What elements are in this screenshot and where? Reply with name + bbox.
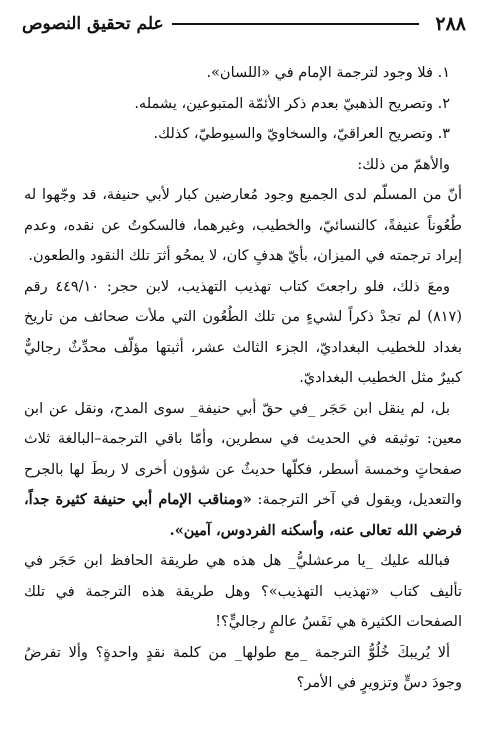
paragraph <box>24 394 462 547</box>
list-item: ٢. وتصريح الذهبيّ بعدم ذكر الأئمّة المتبوعين، يشمله. <box>134 95 450 112</box>
header-rule <box>172 23 420 25</box>
paragraph-text: بل، لم ينقل ابن حَجَر _في حقّ أبي حنيفة_ سوى المدح، ونقل عن ابن معين: توثيقه في الحديث في سطرين، وأمّا باقي الترجمة–البالغة ثلاث صفحاتٍ وخمسة أسطر، فكلّها حديثٌ عن شؤون أخرى لا ربطَ لها بالجرح والتعديل، ويقول في آخر الترجمة: <box>24 400 462 508</box>
page-header <box>22 12 466 36</box>
paragraph: ألا يُريبكَ خُلُوُّ الترجمة _مع طولها_ من كلمة نقدٍ واحدةٍ؟ وألا تفرضُ وجودَ دسٍّ وتزويرٍ في الأمر؟ <box>24 644 462 691</box>
list-item: ٣. وتصريح العراقيّ، والسخاويّ والسيوطيّ، كذلك. <box>153 126 450 142</box>
running-title: علم تحقيق النصوص <box>22 14 164 34</box>
body-text <box>24 58 462 699</box>
bold-quote: «ومناقب الإمام أبي حنيفة كثيرة جداً، فرضي الله تعالى عنه، وأسكنه الفردوس، آمين». <box>24 491 462 539</box>
list-item: ١. فلا وجود لترجمة الإمام في «اللسان». <box>206 65 450 81</box>
intro-line: والأهمّ من ذلك: <box>357 156 450 173</box>
paragraph: أنّ من المسلّم لدى الجميع وجود مُعارضين كبار لأبي حنيفة، قد وجّهوا له طُعُوناً عنيفةً، كالنسائيّ، والخطيب، وغيرهما، فالسكوتُ عن نقده، وعدم إيراد ترجمته في الميزان، بأيّ هدفٍ كان، لا يمحُو أثرَ تلك النقود والطعون. <box>24 187 462 264</box>
paragraph: ومعَ ذلك، فلو راجعتَ كتاب تهذيب التهذيب، لابن حجر: ٤٤٩/١٠ رقم (٨١٧) لم تجدْ ذكراً لشيءٍ من تلك الطُعُون التي ملأت صحائف من تاريخ بغداد للخطيب البغداديّ، الجزء الثالث عشر، أثبتها مؤلّف محدِّثٌ رجاليٌّ كبيرٌ مثل الخطيب البغداديّ. <box>24 278 462 386</box>
paragraph: فبالله عليك _يا مرعشليُّ_ هل هذه هي طريقة الحافظ ابن حَجَر في تأليف كتاب «تهذيب التهذيب»؟ وهل طريقة هذه الترجمة في تلك الصفحات الكثيرة هي نَفَسُ عالمٍ رجاليٍّ؟! <box>24 553 462 630</box>
page-number: ٢٨٨ <box>435 13 466 35</box>
